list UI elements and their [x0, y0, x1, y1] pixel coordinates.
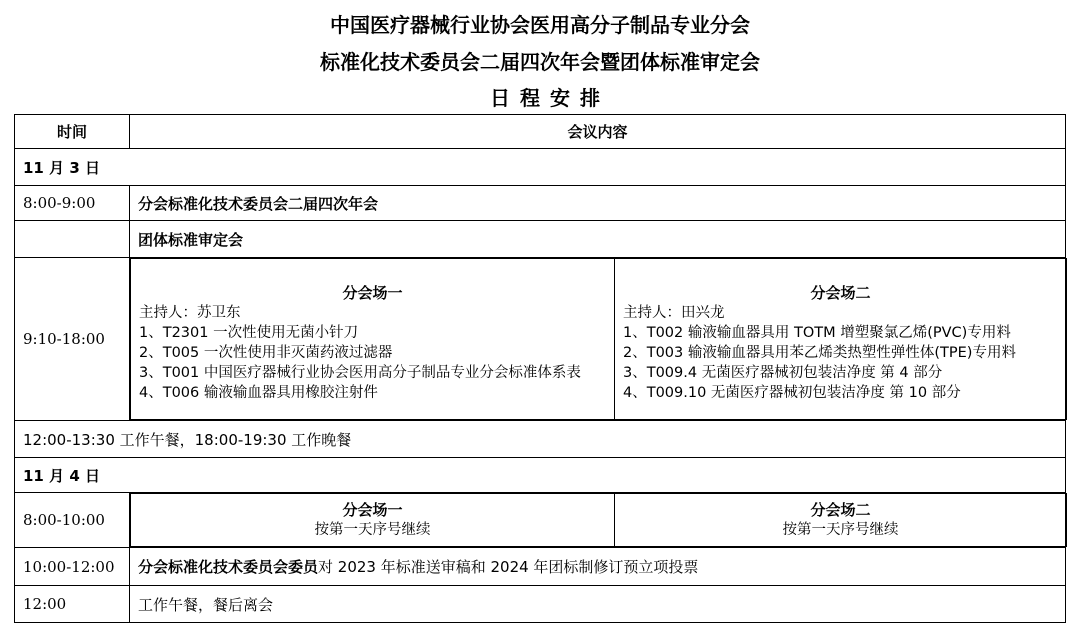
table-row — [15, 186, 1066, 221]
list-item: 2、T005 一次性使用非灭菌药液过滤器 — [139, 345, 393, 361]
venues-cell — [130, 493, 1066, 548]
schedule-table — [14, 114, 1066, 623]
content-cell: 工作午餐，餐后离会 — [130, 586, 1066, 623]
venue2-note: 按第一天序号继续 — [782, 522, 899, 538]
time-cell: 8:00-10:00 — [15, 493, 130, 548]
content-cell: 分会标准化技术委员会二届四次年会 — [130, 186, 1066, 221]
day1-label: 11 月 3 日 — [15, 149, 1066, 186]
col-header-content: 会议内容 — [130, 115, 1066, 149]
day-row — [15, 149, 1066, 186]
venue2-host: 主持人：田兴龙 — [623, 305, 725, 321]
venue2-title: 分会场二 — [810, 501, 871, 519]
list-item: 1、T2301 一次性使用无菌小针刀 — [139, 325, 359, 341]
list-item: 3、T009.4 无菌医疗器械初包装洁净度 第 4 部分 — [623, 365, 943, 381]
time-cell: 8:00-9:00 — [15, 186, 130, 221]
venue2-block — [615, 259, 1067, 420]
title-line-2: 标准化技术委员会二届四次年会暨团体标准审定会 — [320, 50, 760, 74]
committee-label: 分会标准化技术委员会委员 — [138, 558, 319, 576]
venues-cell — [130, 258, 1066, 421]
table-row — [15, 548, 1066, 586]
time-cell: 12:00 — [15, 586, 130, 623]
day-row — [15, 458, 1066, 493]
title-line-3: 日程安排 — [490, 86, 610, 110]
vote-text: 对 2023 年标准送审稿和 2024 年团标制修订预立项投票 — [318, 558, 699, 576]
table-row — [15, 586, 1066, 623]
table-row — [15, 493, 1066, 548]
list-item: 2、T003 输液输血器具用苯乙烯类热塑性弹性体(TPE)专用料 — [623, 345, 1016, 361]
list-item: 3、T001 中国医疗器械行业协会医用高分子制品专业分会标准体系表 — [139, 365, 581, 381]
col-header-time: 时间 — [15, 115, 130, 149]
list-item: 1、T002 输液输血器具用 TOTM 增塑聚氯乙烯(PVC)专用料 — [623, 325, 1011, 341]
table-row — [15, 258, 1066, 421]
title-line-1: 中国医疗器械行业协会医用高分子制品专业分会 — [330, 13, 750, 37]
section-row — [15, 221, 1066, 258]
table-header-row — [15, 115, 1066, 149]
day2-label: 11 月 4 日 — [15, 458, 1066, 493]
venue1-note: 按第一天序号继续 — [314, 522, 431, 538]
venue2-block — [615, 494, 1067, 547]
venue1-title: 分会场一 — [342, 284, 403, 302]
meal-note: 12:00-13:30 工作午餐，18:00-19:30 工作晚餐 — [15, 421, 1066, 458]
list-item: 4、T009.10 无菌医疗器械初包装洁净度 第 10 部分 — [623, 385, 961, 401]
venue1-block — [131, 259, 615, 420]
section-title: 团体标准审定会 — [130, 221, 1066, 258]
venue1-block — [131, 494, 615, 547]
table-row — [15, 421, 1066, 458]
empty-time-cell — [15, 221, 130, 258]
time-cell: 9:10-18:00 — [15, 258, 130, 421]
venue1-title: 分会场一 — [342, 501, 403, 519]
venue1-host: 主持人：苏卫东 — [139, 305, 241, 321]
content-cell — [130, 548, 1066, 586]
list-item: 4、T006 输液输血器具用橡胶注射件 — [139, 385, 378, 401]
title-block — [0, 0, 1080, 114]
venue2-title: 分会场二 — [810, 284, 871, 302]
time-cell: 10:00-12:00 — [15, 548, 130, 586]
